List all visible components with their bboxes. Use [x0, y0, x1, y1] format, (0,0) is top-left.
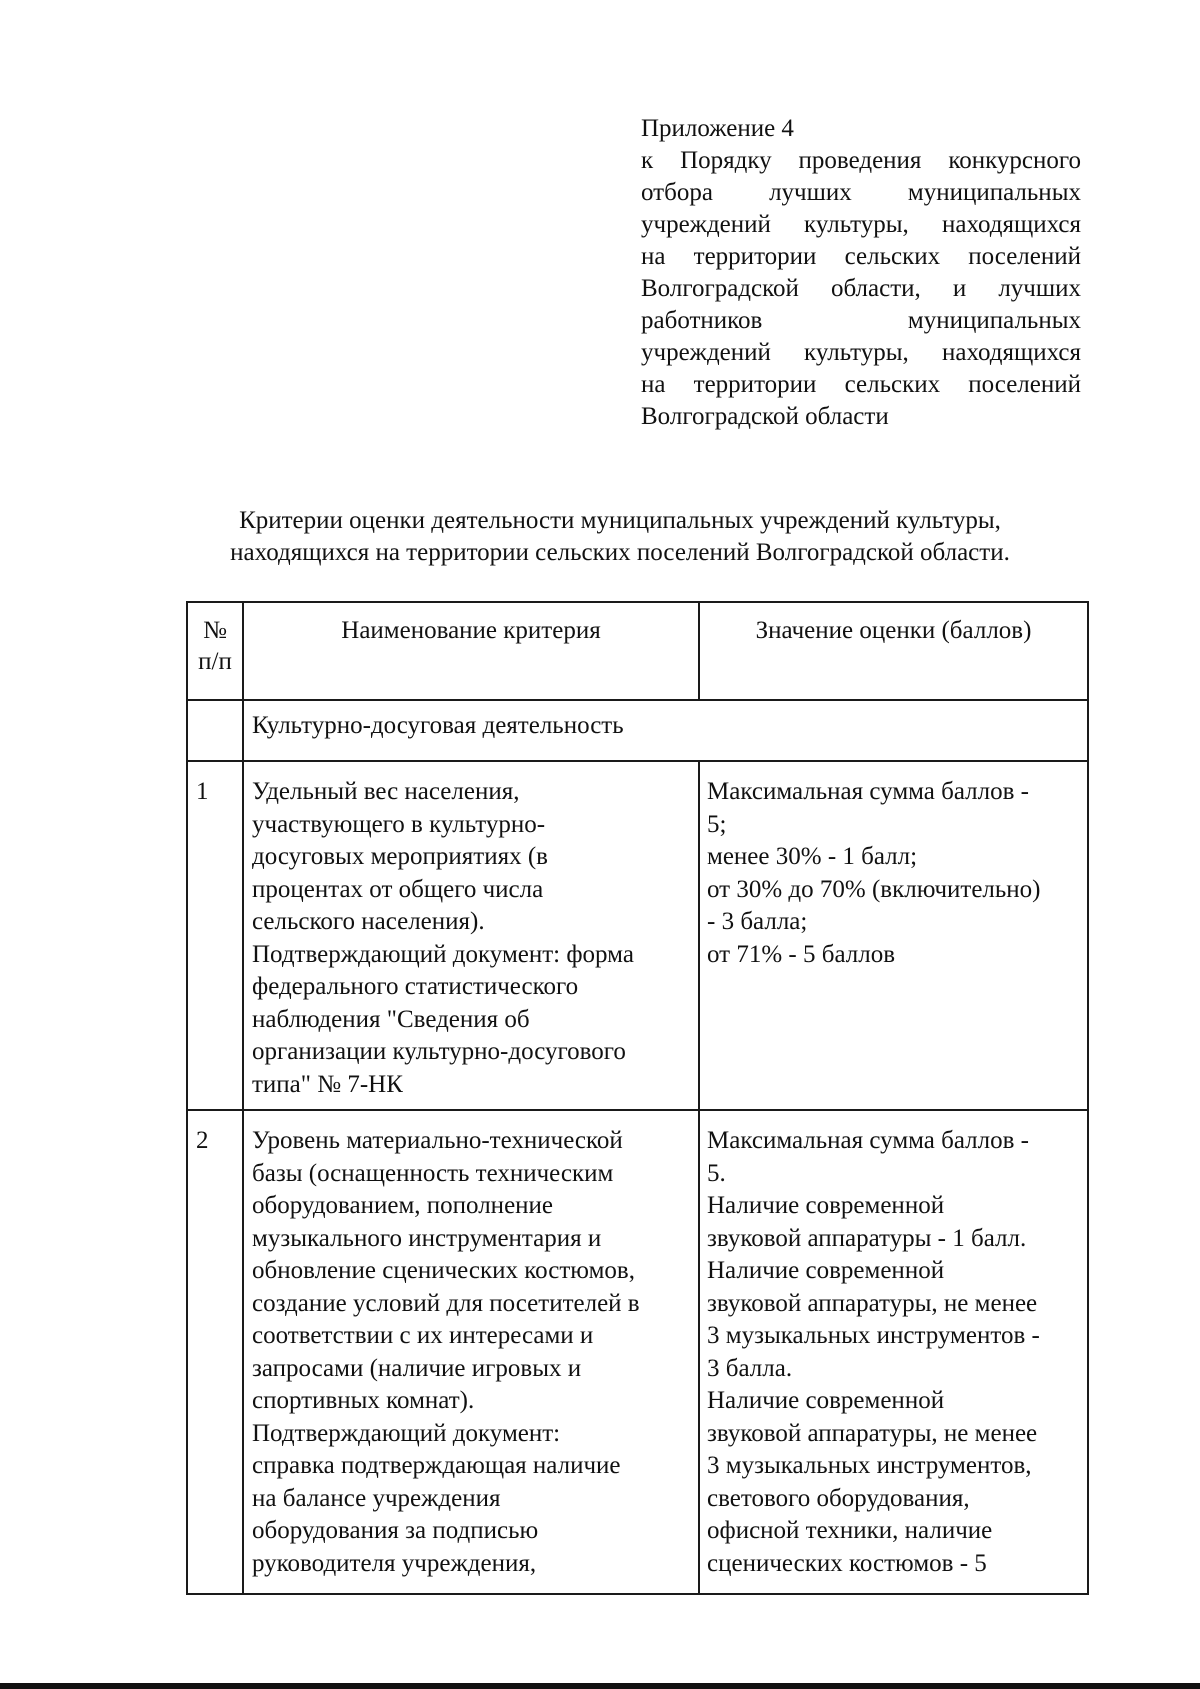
score-line: 3 музыкальных инструментов - — [707, 1322, 1040, 1349]
appendix-line: отбора лучших муниципальных — [641, 179, 1081, 206]
appendix-line: учреждений культуры, находящихся — [641, 211, 1081, 238]
score-line: звуковой аппаратуры, не менее — [707, 1419, 1038, 1447]
appendix-line: учреждений культуры, находящихся — [641, 339, 1081, 366]
header-criterion-name: Наименование критерия — [243, 602, 699, 700]
score-line: звуковой аппаратуры, не менее — [707, 1289, 1038, 1317]
score-value-cell — [699, 1110, 1088, 1594]
row-number: 1 — [187, 761, 243, 1110]
criterion-line: создание условий для посетителей в — [252, 1289, 640, 1317]
appendix-line: Волгоградской области — [641, 403, 889, 430]
header-number-symbol: № — [203, 617, 227, 644]
score-value-cell — [699, 761, 1088, 1110]
criterion-line: федерального статистического — [252, 973, 579, 1000]
criterion-line: типа" № 7-НК — [252, 1070, 403, 1098]
score-line: от 30% до 70% (включительно) — [707, 875, 1041, 903]
criterion-line: руководителя учреждения, — [252, 1549, 537, 1577]
score-line: 5. — [707, 1159, 726, 1187]
appendix-line: Волгоградской области, и лучших — [641, 275, 1081, 302]
row-number: 2 — [187, 1110, 243, 1594]
table-row — [187, 761, 1088, 1110]
criterion-name-cell — [243, 1110, 699, 1594]
table-header-row — [187, 602, 1088, 700]
score-line: 3 балла. — [707, 1354, 793, 1382]
header-score-value: Значение оценки (баллов) — [699, 602, 1088, 700]
score-line: 3 музыкальных инструментов, — [707, 1452, 1032, 1479]
criterion-line: наблюдения "Сведения об — [252, 1005, 530, 1033]
score-line: от 71% - 5 баллов — [707, 940, 896, 968]
score-line: сценических костюмов - 5 — [707, 1549, 987, 1577]
criterion-line: участвующего в культурно- — [252, 810, 546, 838]
appendix-note — [641, 113, 1081, 433]
score-line: Максимальная сумма баллов - — [707, 1127, 1030, 1154]
appendix-line: на территории сельских поселений — [641, 243, 1081, 270]
criterion-line: Подтверждающий документ: — [252, 1419, 561, 1447]
criterion-line: Удельный вес населения, — [252, 778, 520, 805]
appendix-line: к Порядку проведения конкурсного — [641, 147, 1081, 174]
score-line: Наличие современной — [707, 1257, 945, 1284]
score-line: Наличие современной — [707, 1192, 945, 1219]
criterion-line: Подтверждающий документ: форма — [252, 940, 634, 968]
criterion-line: на балансе учреждения — [252, 1484, 501, 1512]
criterion-line: запросами (наличие игровых и — [252, 1354, 582, 1382]
header-number — [187, 602, 243, 700]
criterion-line: Уровень материально-технической — [252, 1127, 623, 1154]
criterion-line: обновление сценических костюмов, — [252, 1257, 635, 1284]
score-line: Наличие современной — [707, 1387, 945, 1414]
scan-bottom-edge — [0, 1683, 1200, 1689]
document-title — [150, 505, 1090, 569]
score-line: звуковой аппаратуры - 1 балл. — [707, 1224, 1027, 1252]
criterion-line: процентах от общего числа — [252, 875, 544, 903]
section-label: Культурно-досуговая деятельность — [243, 700, 1088, 761]
score-line: Максимальная сумма баллов - — [707, 778, 1030, 805]
appendix-title: Приложение 4 — [641, 115, 794, 142]
criterion-line: базы (оснащенность техническим — [252, 1159, 614, 1187]
table-row — [187, 1110, 1088, 1594]
criterion-name-cell — [243, 761, 699, 1110]
criterion-line: досуговых мероприятиях (в — [252, 843, 548, 870]
criterion-line: музыкального инструментария и — [252, 1224, 602, 1252]
criterion-line: спортивных комнат). — [252, 1387, 475, 1414]
criterion-line: справка подтверждающая наличие — [252, 1452, 621, 1479]
appendix-line: на территории сельских поселений — [641, 371, 1081, 398]
criterion-line: соответствии с их интересами и — [252, 1322, 594, 1349]
score-line: офисной техники, наличие — [707, 1517, 993, 1544]
document-title-line: находящихся на территории сельских поселений Волгоградской области. — [230, 539, 1010, 566]
criterion-line: оборудованием, пополнение — [252, 1192, 554, 1219]
criterion-line: организации культурно-досугового — [252, 1038, 626, 1065]
header-number-abbr: п/п — [198, 648, 232, 675]
section-row — [187, 700, 1088, 761]
criterion-line: сельского населения). — [252, 908, 485, 935]
score-line: менее 30% - 1 балл; — [707, 843, 918, 870]
score-line: - 3 балла; — [707, 908, 808, 935]
criterion-line: оборудования за подписью — [252, 1517, 539, 1544]
document-title-line: Критерии оценки деятельности муниципальных учреждений культуры, — [239, 507, 1001, 534]
appendix-line: работников муниципальных — [641, 307, 1081, 334]
score-line: светового оборудования, — [707, 1484, 970, 1512]
section-number-cell — [187, 700, 243, 761]
score-line: 5; — [707, 810, 727, 838]
criteria-table — [186, 601, 1089, 1595]
